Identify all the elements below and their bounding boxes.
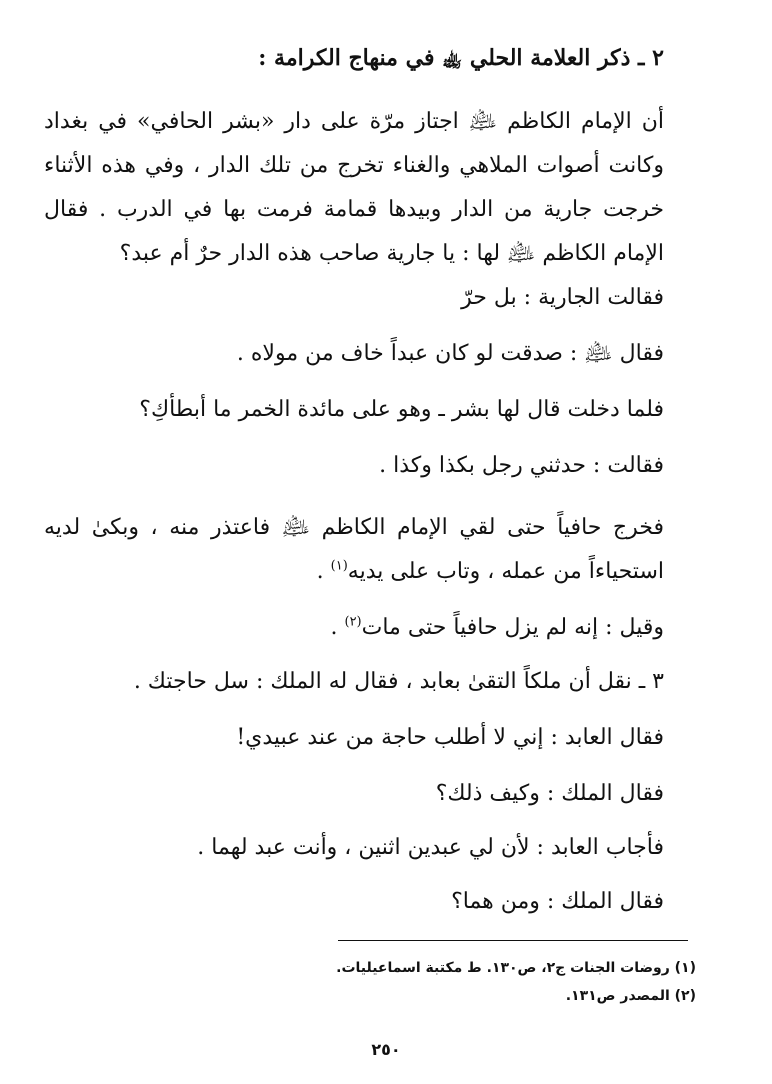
dialogue-line-3: فلما دخلت قال لها بشر ـ وهو على مائدة الخمر ما أبطأكِ؟: [139, 397, 664, 422]
dialogue-line-10: فقال الملك : ومن هما؟: [451, 889, 664, 914]
dialogue-line-1: فقالت الجارية : بل حرّ: [461, 285, 664, 310]
dialogue-line-2: فقال ﵇ : صدقت لو كان عبداً خاف من مولاه .: [236, 341, 664, 366]
footnote-1: (١) روضات الجنات ج٢، ص١٣٠. ط مكتبة اسماعيليات.: [336, 960, 696, 976]
paragraph-repentance-end: .: [316, 559, 331, 584]
footnote-separator: [338, 940, 688, 941]
dialogue-line-9: فأجاب العابد : لأن لي عبدين اثنين ، وأنت عبد لهما .: [197, 835, 664, 860]
paragraph-repentance-text: فخرج حافياً حتى لقي الإمام الكاظم ﵇ فاعتذر منه ، وبكىٰ لديه استحياءاً من عمله ، وتاب على يديه: [44, 515, 664, 584]
section-3-line: ٣ ـ نقل أن ملكاً التقىٰ بعابد ، فقال له الملك : سل حاجتك .: [133, 669, 664, 694]
dialogue-line-5-end: .: [330, 615, 345, 640]
paragraph-repentance: [44, 506, 696, 594]
footnote-marker-2[interactable]: (٢): [344, 614, 362, 630]
footnote-marker-1[interactable]: (١): [330, 558, 348, 574]
dialogue-line-5: [44, 610, 696, 646]
paragraph-story-intro: أن الإمام الكاظم ﵇ اجتاز مرّة على دار «بشر الحافي» في بغداد وكانت أصوات الملاهي والغناء تخرج من تلك الدار ، وفي هذه الأثناء خرجت جارية من الدار وبيدها قمامة فرمت بها في الدرب . فقال الإمام الكاظم ﵇ لها : يا جارية صاحب هذه الدار حرٌ أم عبد؟: [44, 109, 664, 266]
page-number: ٢٥٠: [371, 1040, 401, 1059]
dialogue-line-4: فقالت : حدثني رجل بكذا وكذا .: [379, 453, 664, 478]
section-heading: ٢ ـ ذكر العلامة الحلي ﵀ في منهاج الكرامة :: [258, 45, 664, 71]
footnote-2: (٢) المصدر ص١٣١.: [565, 988, 696, 1004]
dialogue-line-8: فقال الملك : وكيف ذلك؟: [435, 781, 664, 806]
dialogue-line-7: فقال العابد : إني لا أطلب حاجة من عند عبيدي!: [236, 725, 664, 750]
dialogue-line-5-text: وقيل : إنه لم يزل حافياً حتى مات: [361, 615, 664, 640]
